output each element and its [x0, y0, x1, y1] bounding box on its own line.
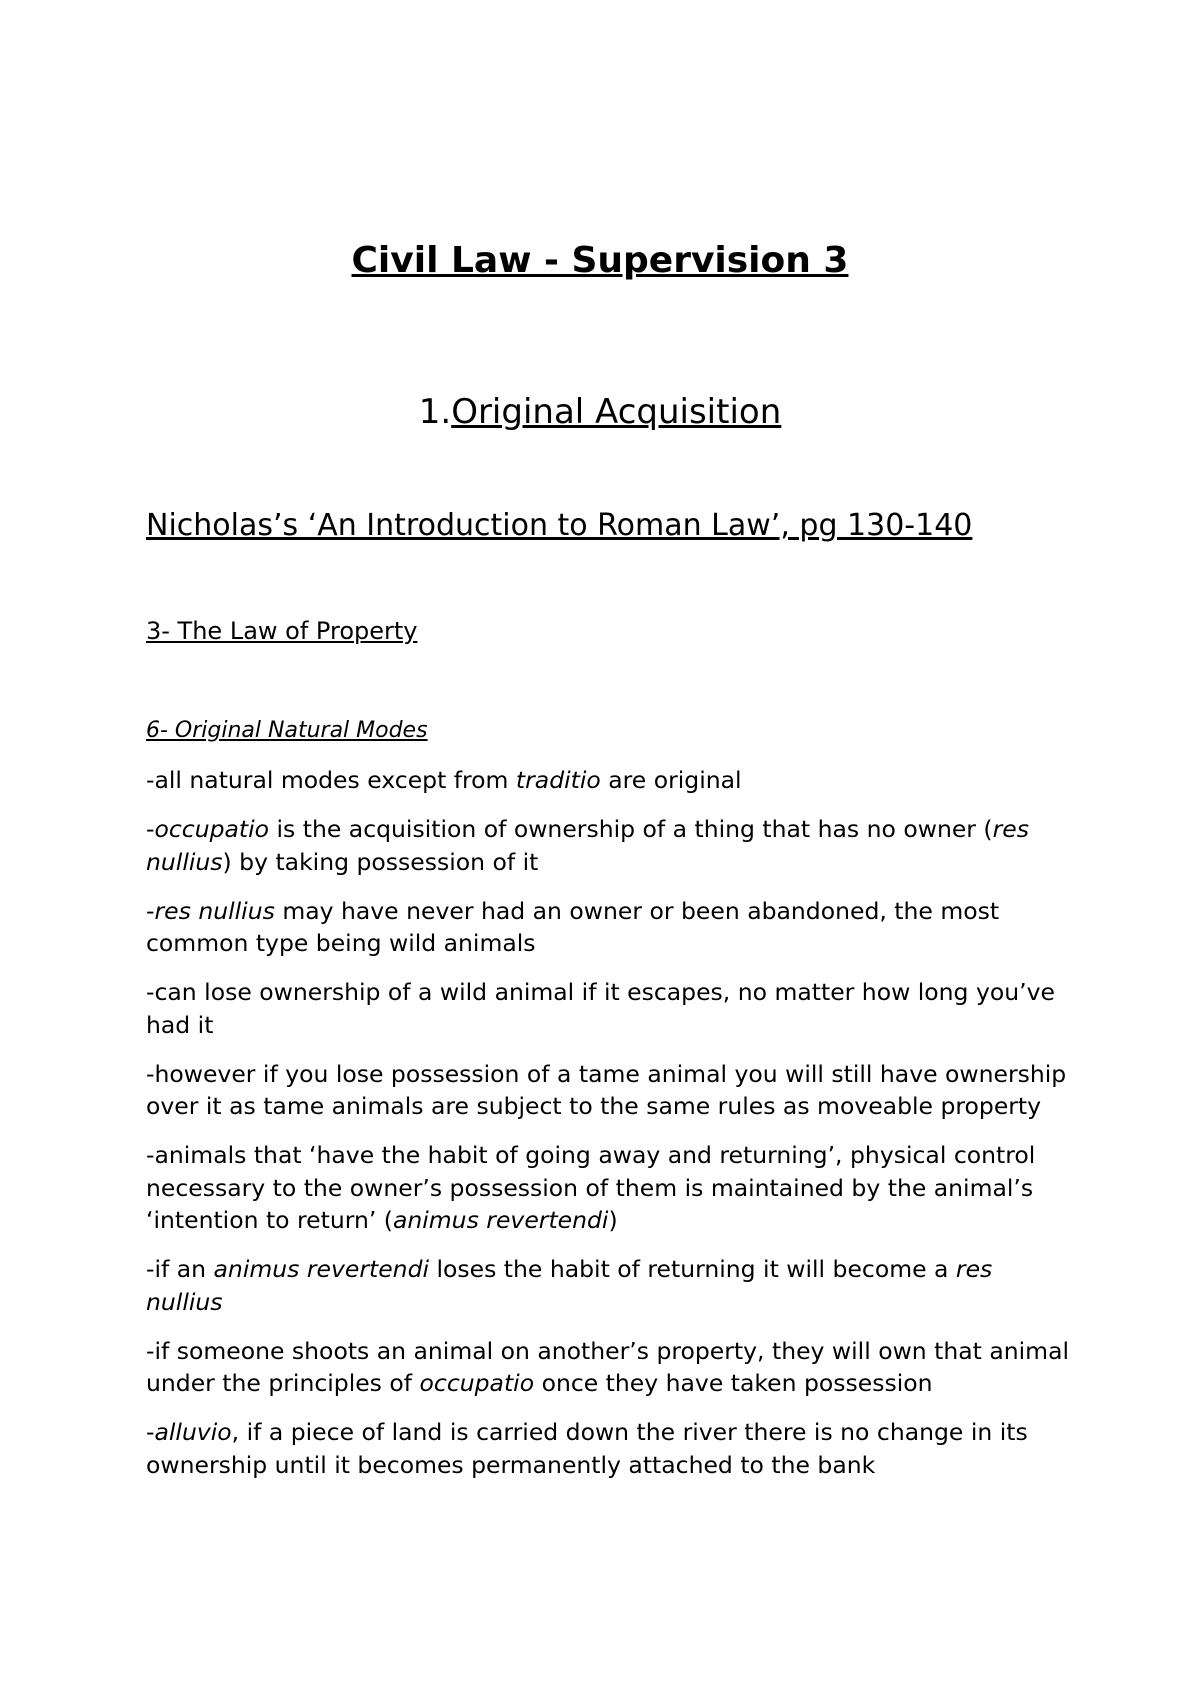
note-text: once they have taken possession	[534, 1369, 933, 1397]
note-term: occupatio	[154, 815, 270, 843]
note-text: loses the habit of returning it will become a	[429, 1255, 956, 1283]
note-paragraph	[146, 976, 1076, 1041]
note-text: are original	[600, 766, 742, 794]
note-text: is the acquisition of ownership of a thing that has no owner (	[269, 815, 993, 843]
note-paragraph	[146, 1253, 1076, 1318]
note-term: alluvio	[154, 1418, 232, 1446]
note-term: traditio	[515, 766, 601, 794]
note-term: res nullius	[146, 815, 1029, 876]
note-text: ) by taking possession of it	[222, 847, 539, 876]
section-heading	[0, 392, 1200, 432]
note-term: animus revertendi	[213, 1255, 430, 1283]
note-paragraph	[146, 1416, 1076, 1481]
section-title: Original Acquisition	[451, 392, 782, 432]
note-text: -if someone shoots an animal on another’s property, they will own that animal under the principles of	[146, 1336, 1070, 1397]
note-paragraph	[146, 1058, 1076, 1123]
note-text: -	[146, 815, 155, 843]
section-number: 1.	[418, 392, 452, 432]
note-text: -if an	[146, 1255, 214, 1283]
note-text: -can lose ownership of a wild animal if it escapes, no matter how long you’ve had it	[146, 978, 1055, 1039]
note-text: -however if you lose possession of a tame animal you will still have ownership over it as tame animals are subject to the same rules as moveable property	[146, 1059, 1067, 1120]
document-title: Civil Law - Supervision 3	[351, 240, 849, 281]
chapter-heading: 3- The Law of Property	[146, 617, 418, 645]
note-text: -	[146, 1418, 155, 1446]
subsection-heading: 6- Original Natural Modes	[146, 718, 428, 743]
note-text: )	[608, 1206, 618, 1234]
source-reference: Nicholas’s ‘An Introduction to Roman Law’, pg 130-140	[146, 508, 973, 543]
note-term: res nullius	[146, 1255, 993, 1316]
note-text: -all natural modes except from	[146, 766, 516, 794]
note-paragraph	[146, 764, 1076, 797]
notes-list	[146, 764, 1076, 1498]
note-term: occupatio	[419, 1369, 535, 1397]
note-text: -	[146, 896, 155, 925]
note-paragraph	[146, 895, 1076, 960]
note-text: -animals that ‘have the habit of going away and returning’, physical control necessary to the owner’s possession of them is maintained by the animal’s ‘intention to return’ (	[146, 1141, 1036, 1234]
note-term: res nullius	[154, 896, 275, 925]
note-text: may have never had an owner or been abandoned, the most common type being wild animals	[146, 896, 1000, 957]
note-text: , if a piece of land is carried down the river there is no change in its ownership until it becomes permanently attached to the bank	[146, 1418, 1028, 1479]
note-term: animus revertendi	[392, 1206, 609, 1234]
note-paragraph	[146, 813, 1076, 878]
note-paragraph	[146, 1139, 1076, 1237]
note-paragraph	[146, 1335, 1076, 1400]
